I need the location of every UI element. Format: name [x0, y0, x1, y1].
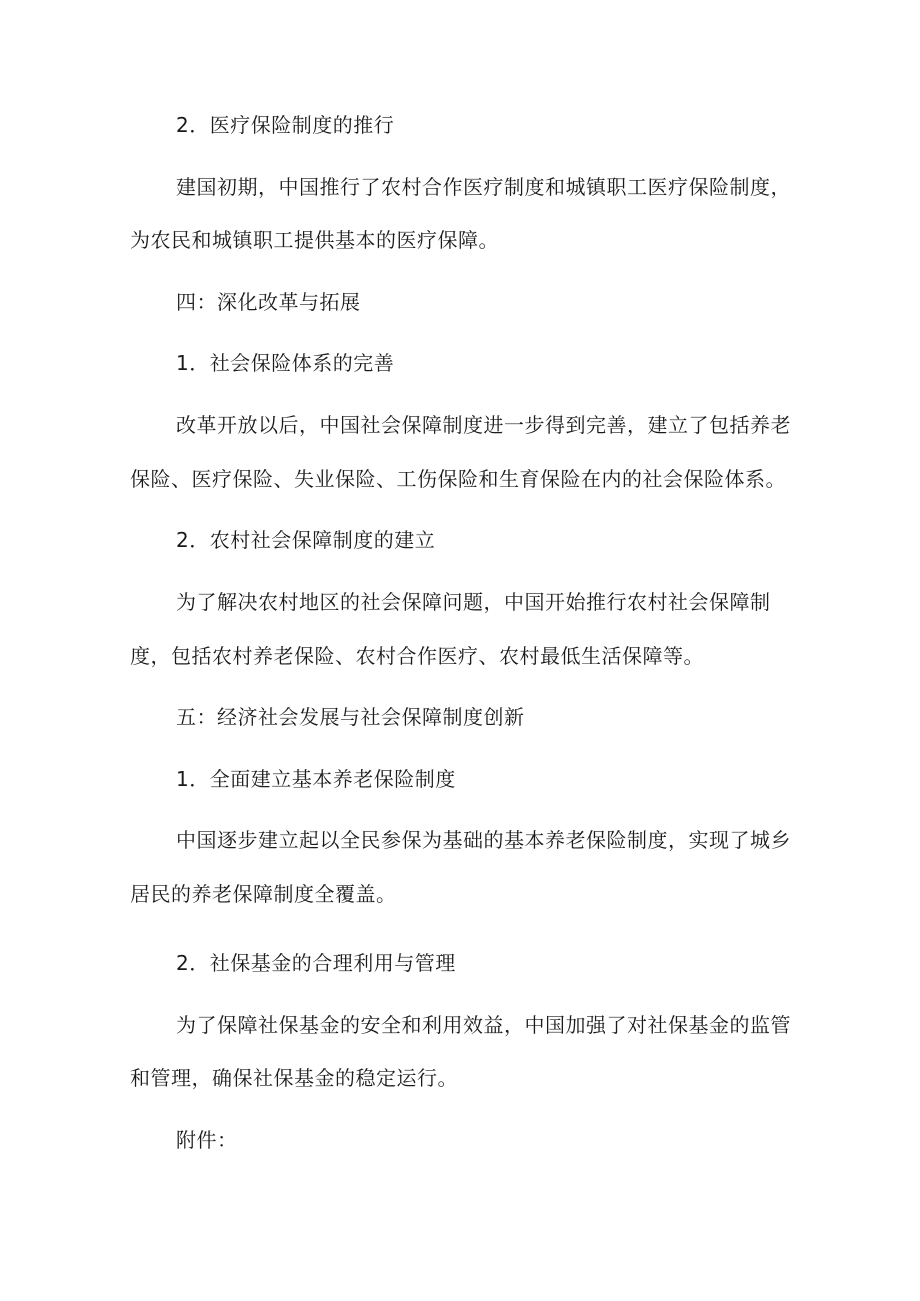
paragraph-line: 和管理，确保社保基金的稳定运行。	[130, 1066, 458, 1090]
section-heading: 2．农村社会保障制度的建立	[176, 528, 436, 552]
paragraph-line: 建国初期，中国推行了农村合作医疗制度和城镇职工医疗保险制度，	[176, 175, 791, 199]
paragraph-line: 改革开放以后，中国社会保障制度进一步得到完善，建立了包括养老	[176, 413, 791, 437]
section-heading: 1．全面建立基本养老保险制度	[176, 767, 456, 791]
section-heading: 1．社会保险体系的完善	[176, 351, 395, 375]
paragraph-line: 保险、医疗保险、失业保险、工伤保险和生育保险在内的社会保险体系。	[130, 467, 786, 491]
paragraph-line: 中国逐步建立起以全民参保为基础的基本养老保险制度，实现了城乡	[176, 828, 791, 852]
chapter-heading: 四：深化改革与拓展	[176, 290, 361, 314]
paragraph-line: 度，包括农村养老保险、农村合作医疗、农村最低生活保障等。	[130, 644, 704, 668]
attachment-label: 附件：	[176, 1128, 238, 1152]
paragraph-line: 为了解决农村地区的社会保障问题，中国开始推行农村社会保障制	[176, 590, 771, 614]
section-heading: 2．医疗保险制度的推行	[176, 113, 395, 137]
section-heading: 2．社保基金的合理利用与管理	[176, 951, 456, 975]
paragraph-line: 为了保障社保基金的安全和利用效益，中国加强了对社保基金的监管	[176, 1013, 791, 1037]
paragraph-line: 居民的养老保障制度全覆盖。	[130, 882, 397, 906]
chapter-heading: 五：经济社会发展与社会保障制度创新	[176, 705, 525, 729]
paragraph-line: 为农民和城镇职工提供基本的医疗保障。	[130, 228, 499, 252]
